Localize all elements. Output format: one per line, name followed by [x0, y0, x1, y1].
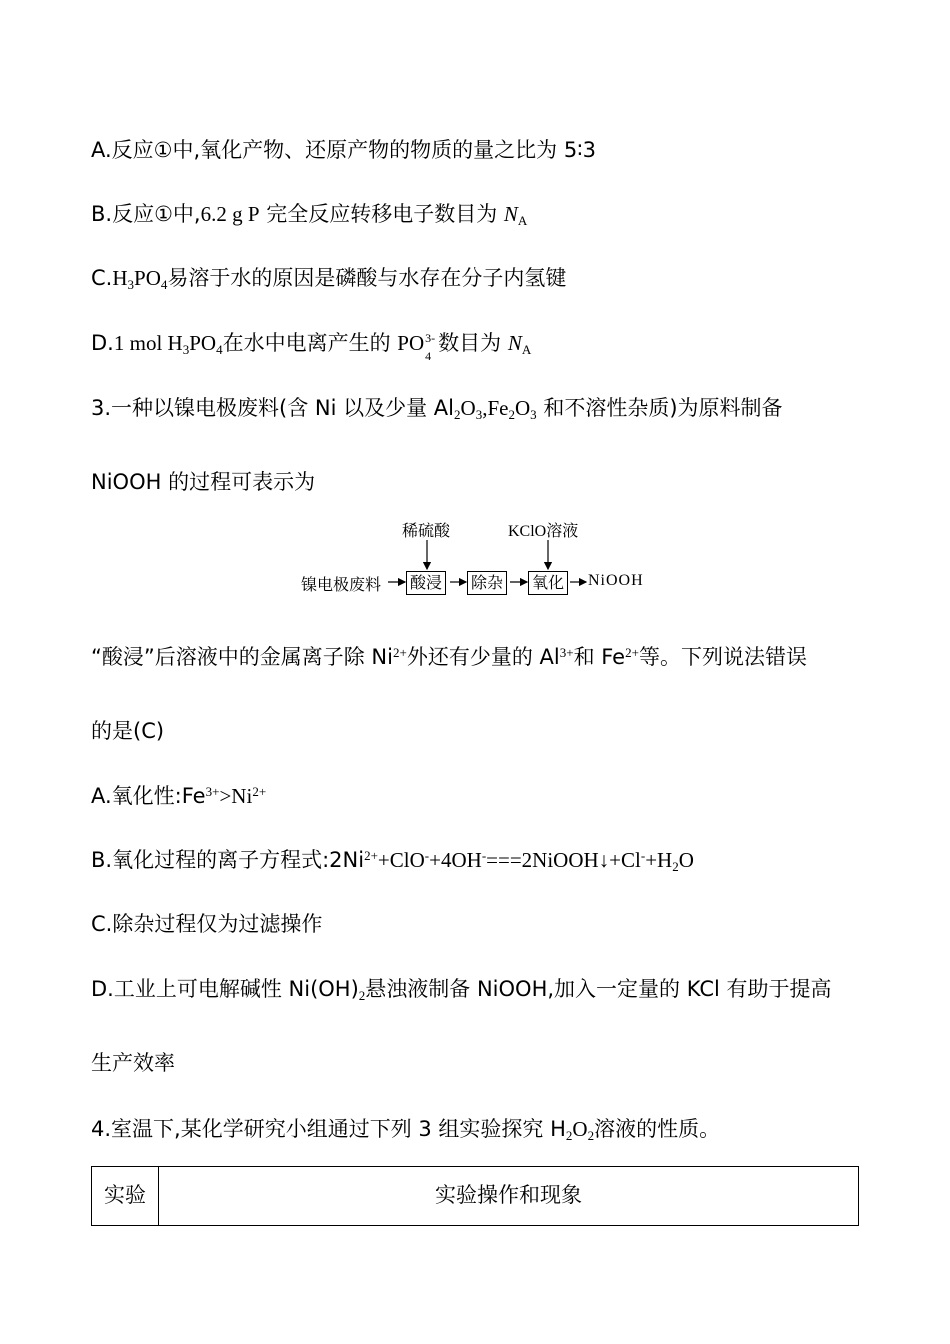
step-acid-leach: 酸浸	[406, 571, 446, 595]
equation-part: +ClO	[377, 848, 425, 872]
step-impurity-removal: 除杂	[467, 571, 507, 595]
formula-part: O	[514, 396, 531, 420]
formula-part: PO	[189, 331, 217, 355]
formula-subscript: 2	[358, 987, 366, 1003]
raw-material-label: 镍电极废料	[301, 575, 382, 594]
q3-option-c	[91, 909, 859, 939]
formula-part: O	[460, 396, 476, 420]
flow-arrows	[0, 0, 950, 620]
formula-subscript: 2	[587, 1127, 595, 1143]
option-prefix: D.	[91, 331, 114, 355]
desc-text: 外还有少量的 Al	[406, 645, 560, 669]
experiment-table	[91, 1166, 859, 1226]
desc-text: “酸浸”后溶液中的金属离子除 Ni	[91, 645, 393, 669]
avogadro-symbol: N	[503, 202, 518, 226]
option-text: 数目为	[438, 331, 508, 355]
stem-text: NiOOH 的过程可表示为	[91, 470, 316, 494]
ion-charge: 3+	[205, 783, 220, 799]
formula-subscript: 3	[182, 341, 190, 357]
avogadro-symbol: N	[507, 331, 522, 355]
option-text: A.氧化性:Fe	[91, 784, 206, 808]
formula-subscript: 3	[530, 406, 537, 422]
stem-text: 溶液的性质。	[594, 1117, 721, 1141]
formula-subscript: 2	[672, 858, 679, 874]
option-text: A.反应①中,氧化产物、还原产物的物质的量之比为 5∶3	[91, 138, 597, 162]
option-text: 生产效率	[91, 1051, 175, 1075]
stem-text: 3.一种以镍电极废料(含 Ni 以及少量 Al	[91, 396, 454, 420]
equation-part: O	[678, 848, 694, 872]
ion-subscript: 4	[425, 349, 432, 363]
q3-description-line2	[91, 716, 859, 746]
mass-value: 6.2 g P	[200, 202, 260, 226]
option-text: C.除杂过程仅为过滤操作	[91, 912, 323, 936]
formula-part: PO	[134, 266, 161, 290]
stem-text: 4.室温下,某化学研究小组通过下列 3 组实验探究 H	[91, 1117, 566, 1141]
option-text: B.氧化过程的离子方程式:2Ni	[91, 848, 365, 872]
formula-subscript: 3	[475, 406, 483, 422]
table-header-experiment: 实验	[92, 1167, 159, 1225]
reagent-dilute-sulfuric-acid: 稀硫酸	[402, 521, 451, 540]
table-header-operation-phenomenon: 实验操作和现象	[435, 1183, 582, 1207]
formula-subscript: 4	[160, 276, 168, 292]
desc-text: 和 Fe	[573, 645, 626, 669]
option-text: 悬浊液制备 NiOOH,加入一定量的 KCl 有助于提高	[365, 977, 832, 1001]
ion-charge: 2+	[252, 783, 267, 799]
formula-subscript: 3	[127, 276, 135, 292]
step-oxidation: 氧化	[528, 571, 568, 595]
stem-text: 和不溶性杂质)为原料制备	[536, 396, 783, 420]
q3-option-b	[91, 845, 859, 875]
option-text: D.工业上可电解碱性 Ni(OH)	[91, 977, 359, 1001]
q3-description-line1	[91, 642, 859, 672]
ion-charge: 3+	[559, 644, 574, 660]
option-prefix: B.反应①中,	[91, 202, 201, 226]
q3-option-a	[91, 781, 859, 811]
formula-subscript: 4	[216, 341, 223, 357]
option-text: 易溶于水的原因是磷酸与水存在分子内氢键	[167, 266, 567, 290]
q3-option-d-line2	[91, 1048, 859, 1078]
reagent-kclo-solution: KClO溶液	[508, 523, 579, 540]
q3-option-d-line1	[91, 974, 859, 1004]
ion-charge: -	[424, 847, 430, 863]
formula-subscript: 2	[454, 406, 461, 422]
avogadro-subscript: A	[521, 341, 532, 357]
formula-subscript: 2	[565, 1127, 573, 1143]
option-text: 在水中电离产生的	[222, 331, 398, 355]
ion-charge: 2+	[392, 644, 407, 660]
ion-charge: 2+	[625, 644, 639, 660]
ion-charge: -	[640, 847, 646, 863]
option-text: 完全反应转移电子数目为	[259, 202, 504, 226]
ion-charge: 2+	[364, 847, 378, 863]
equation-part: ===2NiOOH↓+Cl	[486, 848, 641, 872]
avogadro-subscript: A	[517, 212, 528, 228]
formula-part: ,Fe	[482, 396, 509, 420]
option-prefix: C.	[91, 266, 113, 290]
equation-part: +H	[645, 848, 673, 872]
equation-part: +4OH	[429, 848, 482, 872]
desc-text: 等。下列说法错误	[638, 645, 807, 669]
phosphate-ion: PO	[397, 331, 425, 355]
ion-charge: 3-	[425, 331, 436, 345]
desc-text: 的是(C)	[91, 719, 165, 743]
ion-charge: -	[481, 847, 487, 863]
product-label: NiOOH	[588, 572, 644, 589]
formula-part: O	[572, 1117, 588, 1141]
option-text: >Ni	[219, 784, 253, 808]
formula-part: 1 mol H	[113, 331, 183, 355]
q4-stem	[91, 1114, 859, 1144]
formula-part: H	[112, 266, 128, 290]
formula-subscript: 2	[508, 406, 515, 422]
